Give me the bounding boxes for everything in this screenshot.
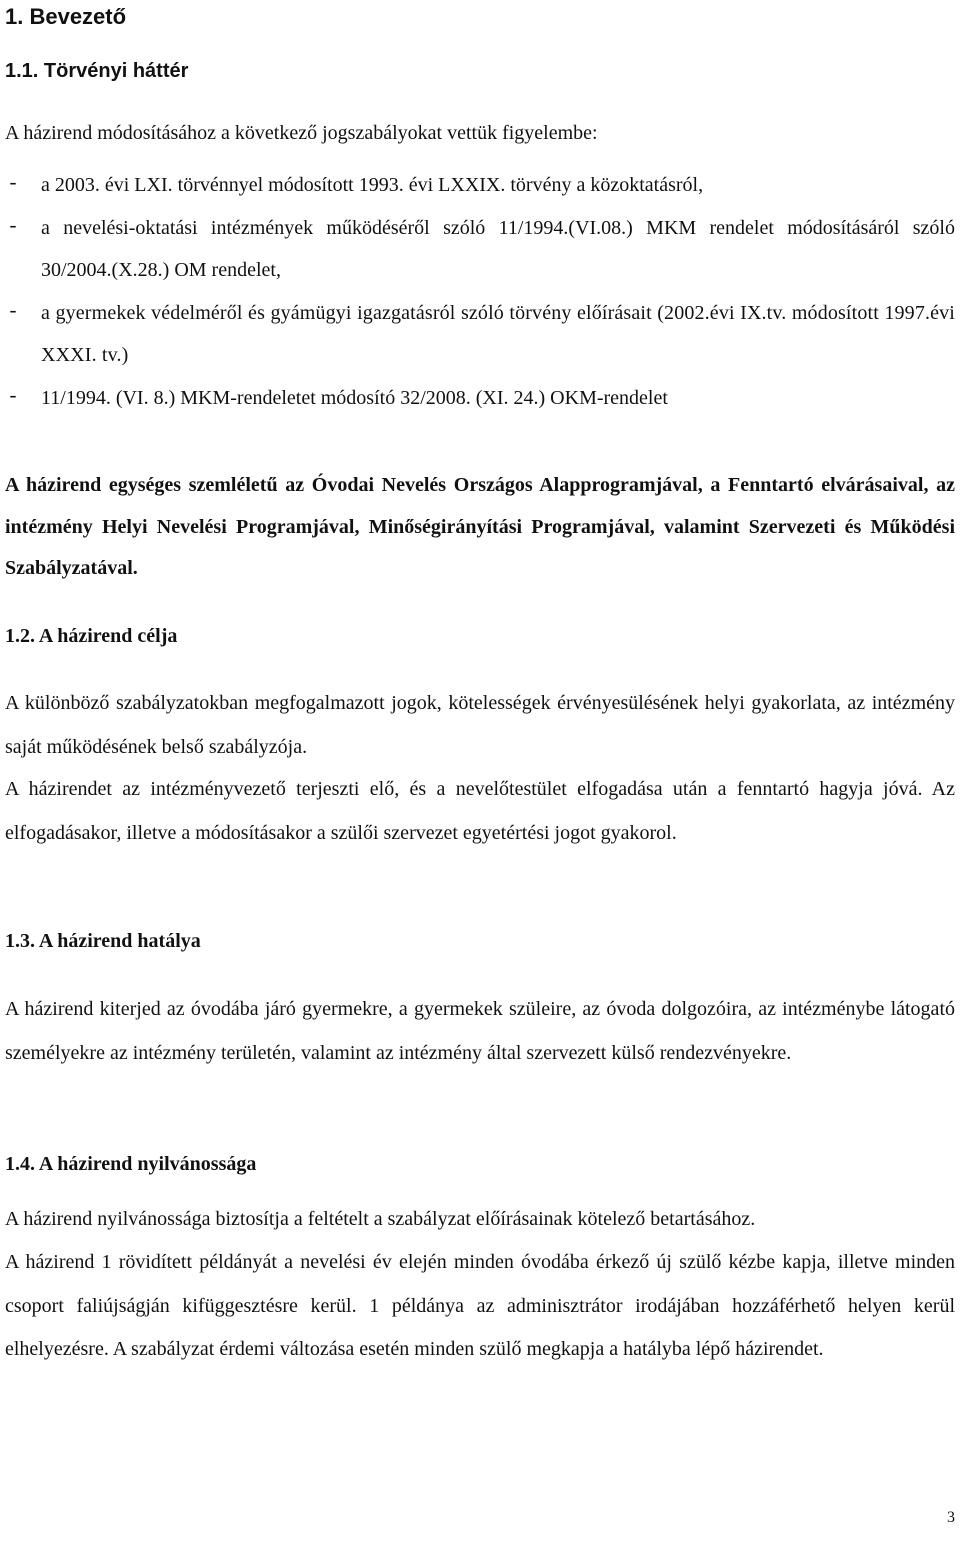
law-text: 11/1994. (VI. 8.) MKM-rendeletet módosító 32/2008. (XI. 24.) OKM-rendelet bbox=[41, 386, 668, 409]
dash-bullet: - bbox=[7, 173, 20, 196]
chapter-heading: 1. Bevezető bbox=[5, 4, 127, 29]
section-heading-legal-background: 1.1. Törvényi háttér bbox=[5, 60, 189, 82]
law-list-item bbox=[5, 292, 955, 377]
page-number: 3 bbox=[947, 1509, 955, 1526]
law-list-item bbox=[5, 377, 955, 420]
purpose-paragraph: A házirendet az intézményvezető terjeszti elő, és a nevelőtestület elfogadása után a fenntartó hagyja jóvá. Az elfogadásakor, illetve a módosításakor a szülői szervezet egyetértési jogot gyakorol. bbox=[5, 778, 955, 844]
dash-bullet: - bbox=[7, 300, 20, 324]
dash-bullet: - bbox=[7, 385, 20, 409]
law-list-item bbox=[5, 207, 955, 292]
law-text: a nevelési-oktatási intézmények működéséről szóló 11/1994.(VI.08.) MKM rendelet módosításáról szóló 30/2004.(X.28.) OM rendelet, bbox=[41, 216, 955, 281]
law-text: a 2003. évi LXI. törvénnyel módosított 1993. évi LXXIX. törvény a közoktatásról, bbox=[41, 174, 704, 196]
legal-intro-text: A házirend módosításához a következő jogszabályokat vettük figyelembe: bbox=[5, 122, 598, 144]
law-list bbox=[5, 164, 955, 419]
law-text: a gyermekek védelméről és gyámügyi igazgatásról szóló törvény előírásait (2002.évi IX.tv. módosított 1997.évi XXXI. tv.) bbox=[41, 301, 955, 366]
section-heading-purpose: 1.2. A házirend célja bbox=[5, 625, 178, 647]
purpose-paragraph: A különböző szabályzatokban megfogalmazott jogok, kötelességek érvényesülésének helyi gyakorlata, az intézmény saját működésének belső szabályzója. bbox=[5, 692, 955, 758]
scope-paragraph: A házirend kiterjed az óvodába járó gyermekre, a gyermekek szüleire, az óvoda dolgozóira, az intézménybe látogató személyekre az intézmény területén, valamint az intézmény által szervezett külső rendezvényekre. bbox=[5, 998, 955, 1064]
bold-summary-paragraph: A házirend egységes szemléletű az Óvodai Nevelés Országos Alapprogramjával, a Fenntartó elvárásaival, az intézmény Helyi Nevelési Programjával, Minőségirányítási Programjával, valamint Szervezeti és Működési Szabályzatával. bbox=[5, 474, 955, 579]
section-heading-scope: 1.3. A házirend hatálya bbox=[5, 930, 201, 952]
dash-bullet: - bbox=[7, 215, 20, 239]
publicity-paragraph: A házirend 1 rövidített példányát a nevelési év elején minden óvodába érkező új szülő kézbe kapja, illetve minden csoport faliújságján kifüggesztésre kerül. 1 példánya az adminisztrátor irodájában hozzáférhető helyen kerül elhelyezésre. A szabályzat érdemi változása esetén minden szülő megkapja a hatályba lépő házirendet. bbox=[5, 1251, 955, 1360]
section-heading-publicity: 1.4. A házirend nyilvánossága bbox=[5, 1153, 257, 1175]
document-page bbox=[5, 0, 955, 1541]
publicity-paragraph: A házirend nyilvánossága biztosítja a feltételt a szabályzat előírásainak kötelező betartásához. bbox=[5, 1208, 756, 1230]
law-list-item bbox=[5, 164, 955, 207]
